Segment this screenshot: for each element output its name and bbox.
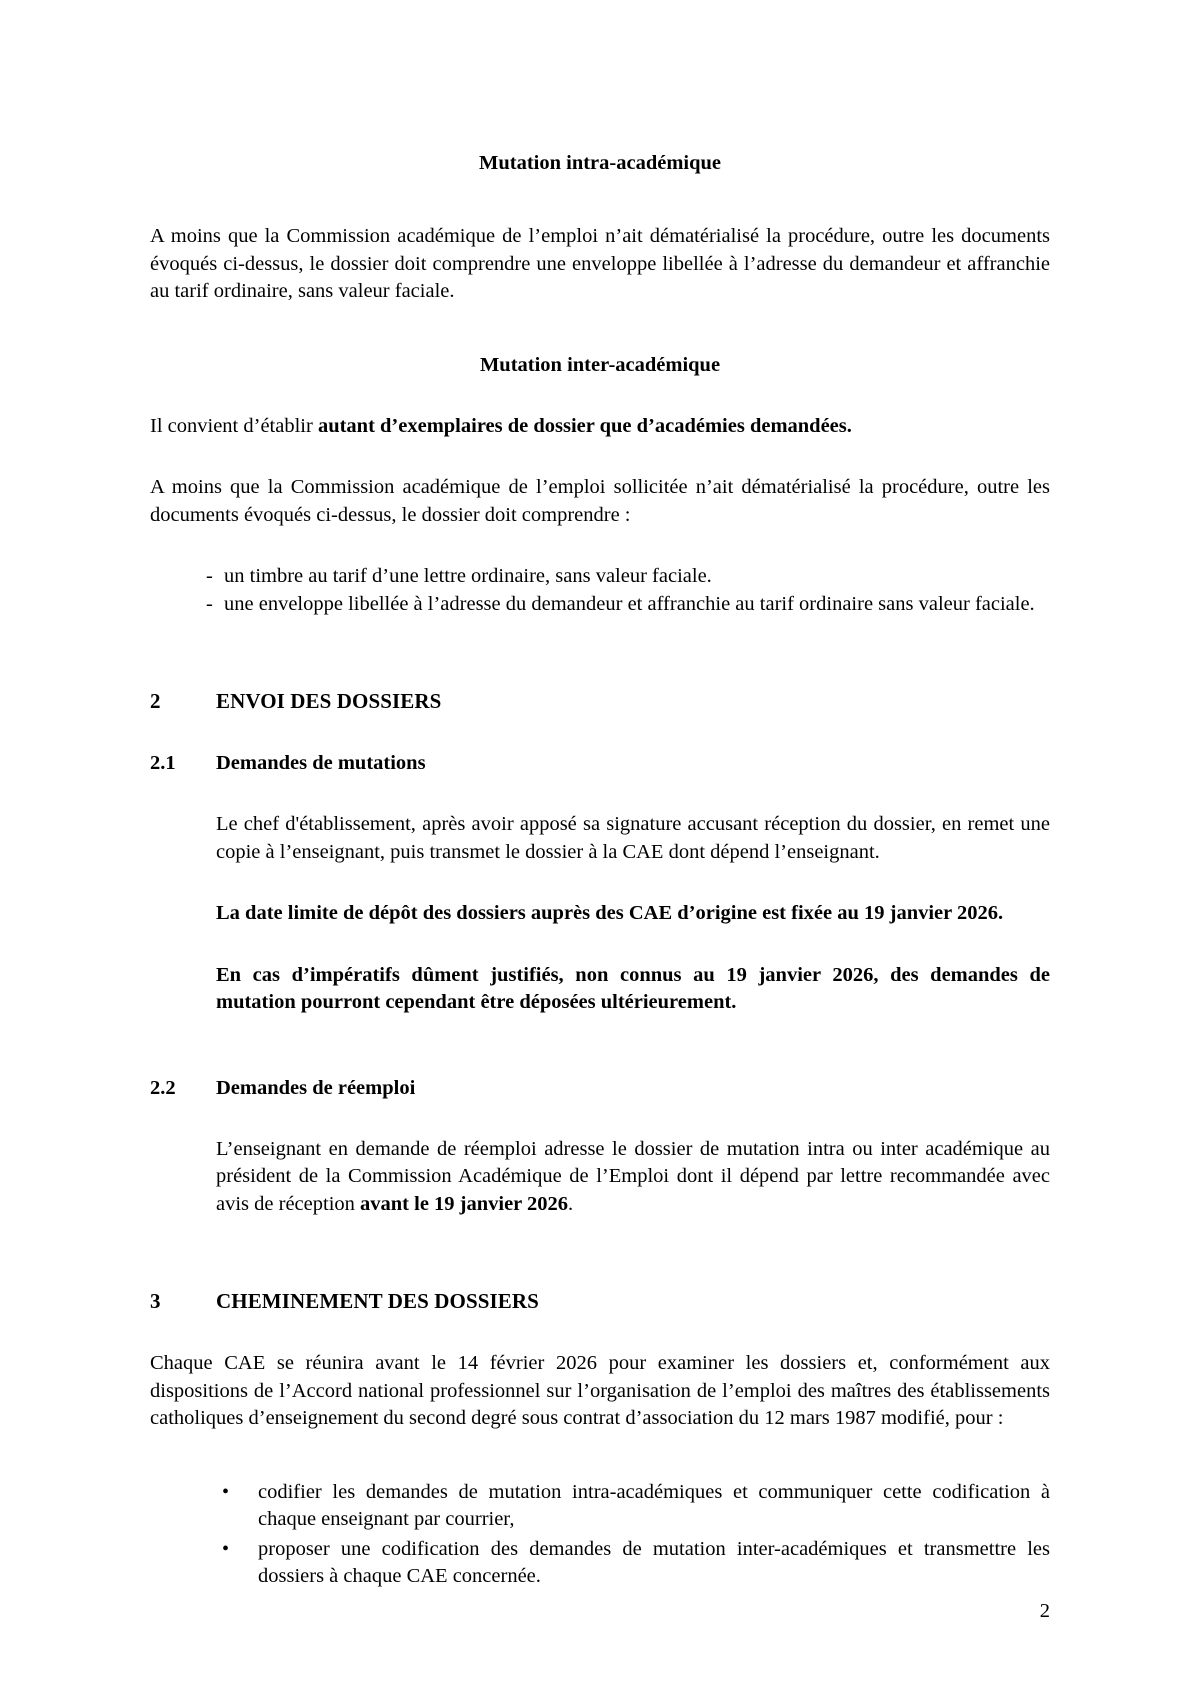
section-2-1-content — [216, 811, 1050, 1016]
list-item — [216, 1479, 1050, 1534]
paragraph-inter-lead — [150, 413, 1050, 440]
spacer — [150, 1433, 1050, 1479]
section-number: 2 — [150, 689, 161, 714]
section-number: 2.1 — [150, 752, 176, 775]
dash-marker-icon: - — [206, 592, 213, 615]
section-number: 3 — [150, 1289, 161, 1314]
spacer — [150, 1017, 1050, 1075]
inter-lead-bold-text: autant d’exemplaires de dossier que d’académies demandées. — [317, 414, 852, 437]
spacer — [150, 1102, 1050, 1136]
bullet-marker-icon: • — [222, 1537, 230, 1560]
paragraph-s22-body — [216, 1136, 1050, 1218]
section-title: CHEMINEMENT DES DOSSIERS — [216, 1289, 539, 1314]
section-heading-2-1 — [150, 750, 1050, 777]
section-title: Demandes de réemploi — [216, 1076, 416, 1099]
section-2-2-content — [216, 1136, 1050, 1218]
section-heading-2-2 — [150, 1075, 1050, 1102]
list-item-text: codifier les demandes de mutation intra-académiques et communiquer cette codification à chaque enseignant par courrier, — [258, 1480, 1050, 1531]
page-number: 2 — [1039, 1600, 1050, 1622]
spacer — [150, 777, 1050, 811]
spacer — [216, 928, 1050, 962]
heading-mutation-intra: Mutation intra-académique — [479, 152, 721, 174]
section-title: ENVOI DES DOSSIERS — [216, 689, 442, 714]
list-item-text: une enveloppe libellée à l’adresse du demandeur et affranchie au tarif ordinaire sans valeur faciale. — [224, 592, 1035, 615]
spacer — [216, 866, 1050, 900]
section-number: 2.2 — [150, 1076, 176, 1099]
spacer — [150, 440, 1050, 474]
cae-actions-list — [150, 1479, 1050, 1591]
spacer — [150, 529, 1050, 563]
spacer — [150, 306, 1050, 352]
inter-requirements-list — [150, 563, 1050, 618]
list-item — [206, 591, 1050, 618]
spacer — [150, 716, 1050, 750]
list-item — [206, 563, 1050, 590]
inter-lead-normal-text: Il convient d’établir — [150, 414, 318, 437]
list-item-text: proposer une codification des demandes de mutation inter-académiques et transmettre les dossiers à chaque CAE concernée. — [258, 1537, 1050, 1588]
spacer — [150, 1316, 1050, 1350]
list-item — [216, 1536, 1050, 1591]
spacer — [150, 177, 1050, 223]
s22-text-part1: L’enseignant en demande de réemploi adresse le dossier de mutation intra ou inter académique au président de la Commission Académique de l’Emploi dont il dépend par lettre recommandée avec avis de réception — [216, 1138, 1050, 1215]
section-title: Demandes de mutations — [216, 752, 426, 775]
bullet-marker-icon: • — [222, 1480, 230, 1503]
section-heading-3 — [150, 1288, 1050, 1316]
heading-mutation-inter: Mutation inter-académique — [479, 353, 721, 376]
spacer — [150, 618, 1050, 688]
paragraph-inter-body: A moins que la Commission académique de l’emploi sollicitée n’ait dématérialisé la procédure, outre les documents évoqués ci-dessus, le dossier doit comprendre : — [150, 476, 1050, 526]
list-item-text: un timbre au tarif d’une lettre ordinaire, sans valeur faciale. — [224, 565, 712, 588]
s22-deadline-bold: avant le 19 janvier 2026 — [360, 1192, 569, 1215]
spacer — [150, 1218, 1050, 1288]
s22-text-part2: . — [568, 1192, 574, 1215]
document-body — [150, 150, 1050, 1591]
spacer — [150, 379, 1050, 413]
paragraph-s21-exception: En cas d’impératifs dûment justifiés, non connus au 19 janvier 2026, des demandes de mutation pourront cependant être déposées ultérieurement. — [216, 963, 1050, 1014]
dash-marker-icon: - — [206, 565, 213, 588]
paragraph-s21-body: Le chef d'établissement, après avoir apposé sa signature accusant réception du dossier, en remet une copie à l’enseignant, puis transmet le dossier à la CAE dont dépend l’enseignant. — [216, 813, 1050, 863]
section-heading-2 — [150, 688, 1050, 716]
paragraph-s3-body: Chaque CAE se réunira avant le 14 février 2026 pour examiner les dossiers et, conformément aux dispositions de l’Accord national professionnel sur l’organisation de l’emploi des maîtres des établissements catholiques d’enseignement du second degré sous contrat d’association du 12 mars 1987 modifié, pour : — [150, 1352, 1050, 1430]
paragraph-s21-deadline: La date limite de dépôt des dossiers auprès des CAE d’origine est fixée au 19 janvier 2026. — [216, 902, 1004, 925]
paragraph-intra-body: A moins que la Commission académique de l’emploi n’ait dématérialisé la procédure, outre les documents évoqués ci-dessus, le dossier doit comprendre une enveloppe libellée à l’adresse du demandeur et affranchie au tarif ordinaire, sans valeur faciale. — [150, 225, 1050, 303]
